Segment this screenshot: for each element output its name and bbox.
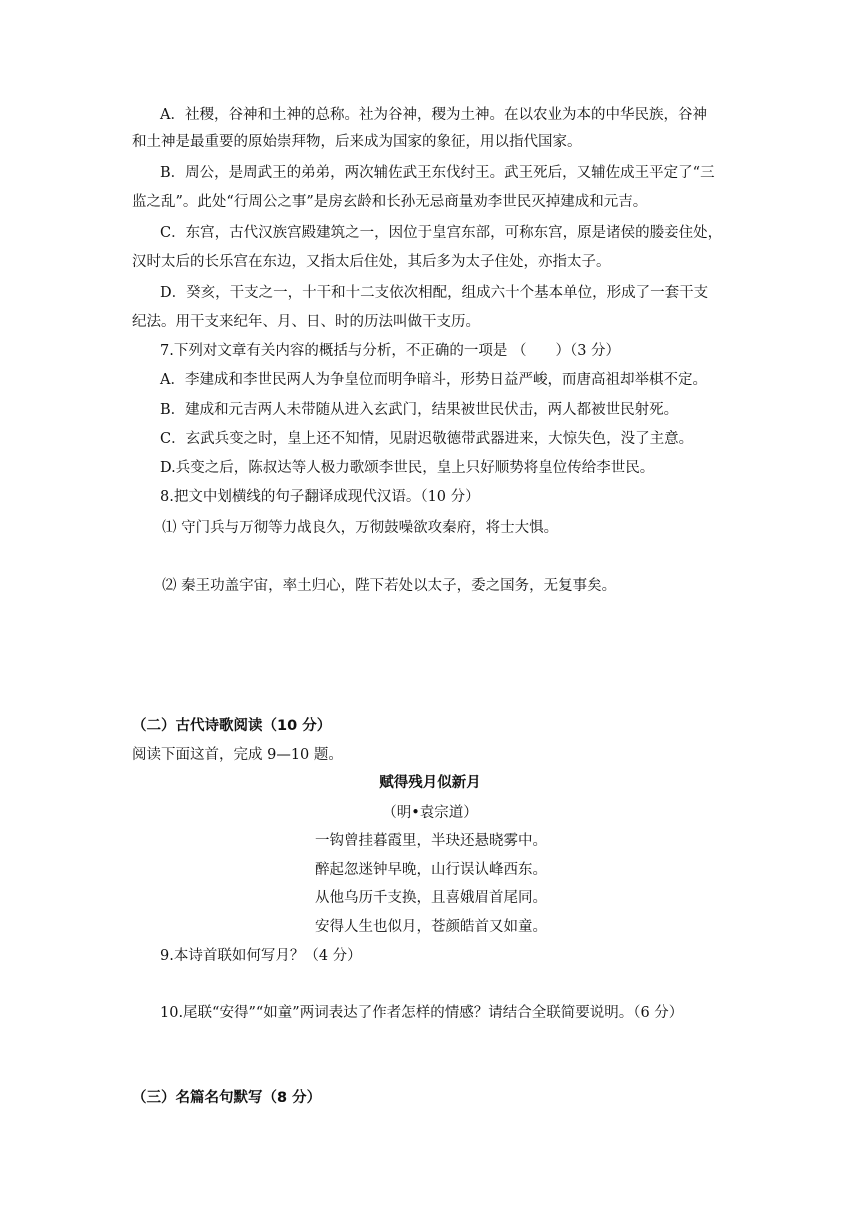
q10-stem: 10.尾联“安得”“如童”两词表达了作者怎样的情感？请结合全联简要说明。（6 分） — [160, 1005, 684, 1021]
section2-heading: （二）古代诗歌阅读（10 分） — [132, 718, 332, 734]
q7-stem: 7.下列对文章有关内容的概括与分析，不正确的一项是 （ ）（3 分） — [160, 343, 621, 359]
q6-option-d-line2: 纪法。用干支来纪年、月、日、时的历法叫做干支历。 — [132, 314, 480, 330]
q6-option-c-line1: C．东宫，古代汉族宫殿建筑之一，因位于皇宫东部，可称东宫，原是诸侯的媵妾住处， — [160, 225, 723, 241]
q7-option-b: B．建成和元吉两人未带随从进入玄武门，结果被世民伏击，两人都被世民射死。 — [160, 402, 679, 418]
section2-instruction: 阅读下面这首，完成 9—10 题。 — [132, 747, 343, 763]
poem-title: 赋得残月似新月 — [379, 775, 481, 791]
section3-heading: （三）名篇名句默写（8 分） — [132, 1090, 322, 1106]
q8-item-2: ⑵ 秦王功盖宇宙，率土归心，陛下若处以太子，委之国务，无复事矣。 — [162, 578, 617, 594]
poem-line-2: 醉起忽迷钟早晚，山行误认峰西东。 — [315, 862, 547, 878]
poem-line-4: 安得人生也似月，苍颜皓首又如童。 — [315, 919, 547, 935]
q6-option-a-line2: 和土神是最重要的原始崇拜物，后来成为国家的象征，用以指代国家。 — [132, 134, 582, 150]
q8-stem: 8.把文中划横线的句子翻译成现代汉语。（10 分） — [160, 489, 480, 505]
q7-option-a: A．李建成和李世民两人为争皇位而明争暗斗，形势日益严峻，而唐高祖却举棋不定。 — [160, 372, 707, 388]
q7-option-d: D.兵变之后，陈叔达等人极力歌颂李世民，皇上只好顺势将皇位传给李世民。 — [160, 460, 655, 476]
poem-line-1: 一钩曾挂暮霞里，半玦还悬晓雾中。 — [315, 833, 547, 849]
q6-option-c-line2: 汉时太后的长乐宫在东边，又指太后住处，其后多为太子住处，亦指太子。 — [132, 254, 611, 270]
q6-option-a-line1: A．社稷，谷神和土神的总称。社为谷神，稷为土神。在以农业为本的中华民族，谷神 — [160, 107, 707, 123]
q6-option-b-line1: B．周公，是周武王的弟弟，两次辅佐武王东伐纣王。武王死后，又辅佐成王平定了“三 — [160, 165, 715, 181]
poem-author: （明•袁宗道） — [382, 805, 478, 821]
poem-line-3: 从他乌历千支换，且喜娥眉首尾同。 — [315, 890, 547, 906]
q7-option-c: C．玄武兵变之时，皇上还不知情，见尉迟敬德带武器进来，大惊失色，没了主意。 — [160, 431, 694, 447]
q6-option-b-line2: 监之乱”。此处“行周公之事”是房玄龄和长孙无忌商量劝李世民灭掉建成和元吉。 — [132, 194, 648, 210]
q9-stem: 9.本诗首联如何写月？（4 分） — [160, 948, 362, 964]
q8-item-1: ⑴ 守门兵与万彻等力战良久，万彻鼓噪欲攻秦府，将士大惧。 — [162, 520, 559, 536]
q6-option-d-line1: D．癸亥，干支之一，十干和十二支依次相配，组成六十个基本单位，形成了一套干支 — [160, 285, 709, 301]
